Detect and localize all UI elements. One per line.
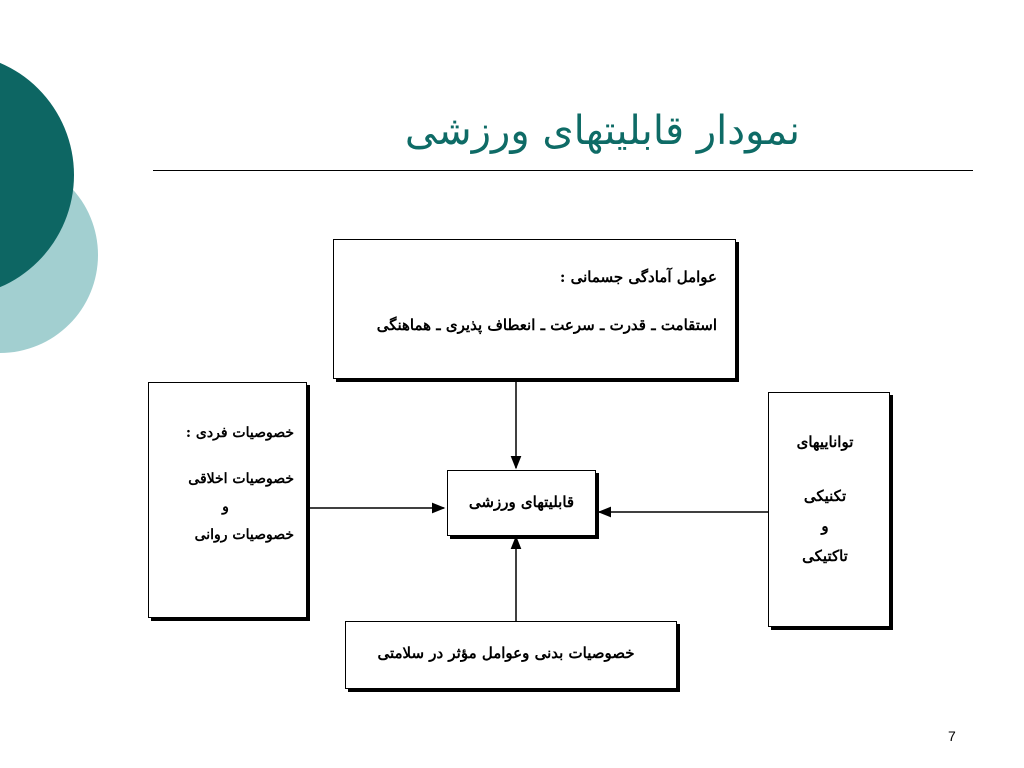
- physical-fitness-heading: عوامل آمادگی جسمانی :: [559, 268, 717, 286]
- tactical-label: تاکتیکی: [802, 547, 848, 565]
- psychological-traits-label: خصوصیات روانی: [194, 527, 294, 543]
- skills-heading: تواناییهای: [796, 433, 854, 451]
- slide-title: نمودار قابلیتهای ورزشی: [404, 108, 800, 154]
- physical-health-box: [345, 621, 677, 689]
- connector-and-label: و: [222, 499, 229, 515]
- page-number: 7: [948, 728, 956, 744]
- physical-fitness-items: استقامت ـ قدرت ـ سرعت ـ انعطاف پذیری ـ هماهنگی: [376, 316, 717, 334]
- technical-label: تکنیکی: [803, 487, 847, 505]
- individual-traits-box: [148, 382, 307, 618]
- connector-and-label: و: [821, 517, 829, 535]
- physical-health-label: خصوصیات بدنی وعوامل مؤثر در سلامتی: [377, 644, 635, 662]
- sport-abilities-label: قابلیتهای ورزشی: [468, 493, 575, 511]
- individual-traits-heading: خصوصیات فردی :: [185, 425, 294, 441]
- sport-abilities-box: [447, 470, 596, 536]
- physical-fitness-box: [333, 239, 736, 379]
- skills-box: [768, 392, 890, 627]
- moral-traits-label: خصوصیات اخلاقی: [188, 471, 294, 487]
